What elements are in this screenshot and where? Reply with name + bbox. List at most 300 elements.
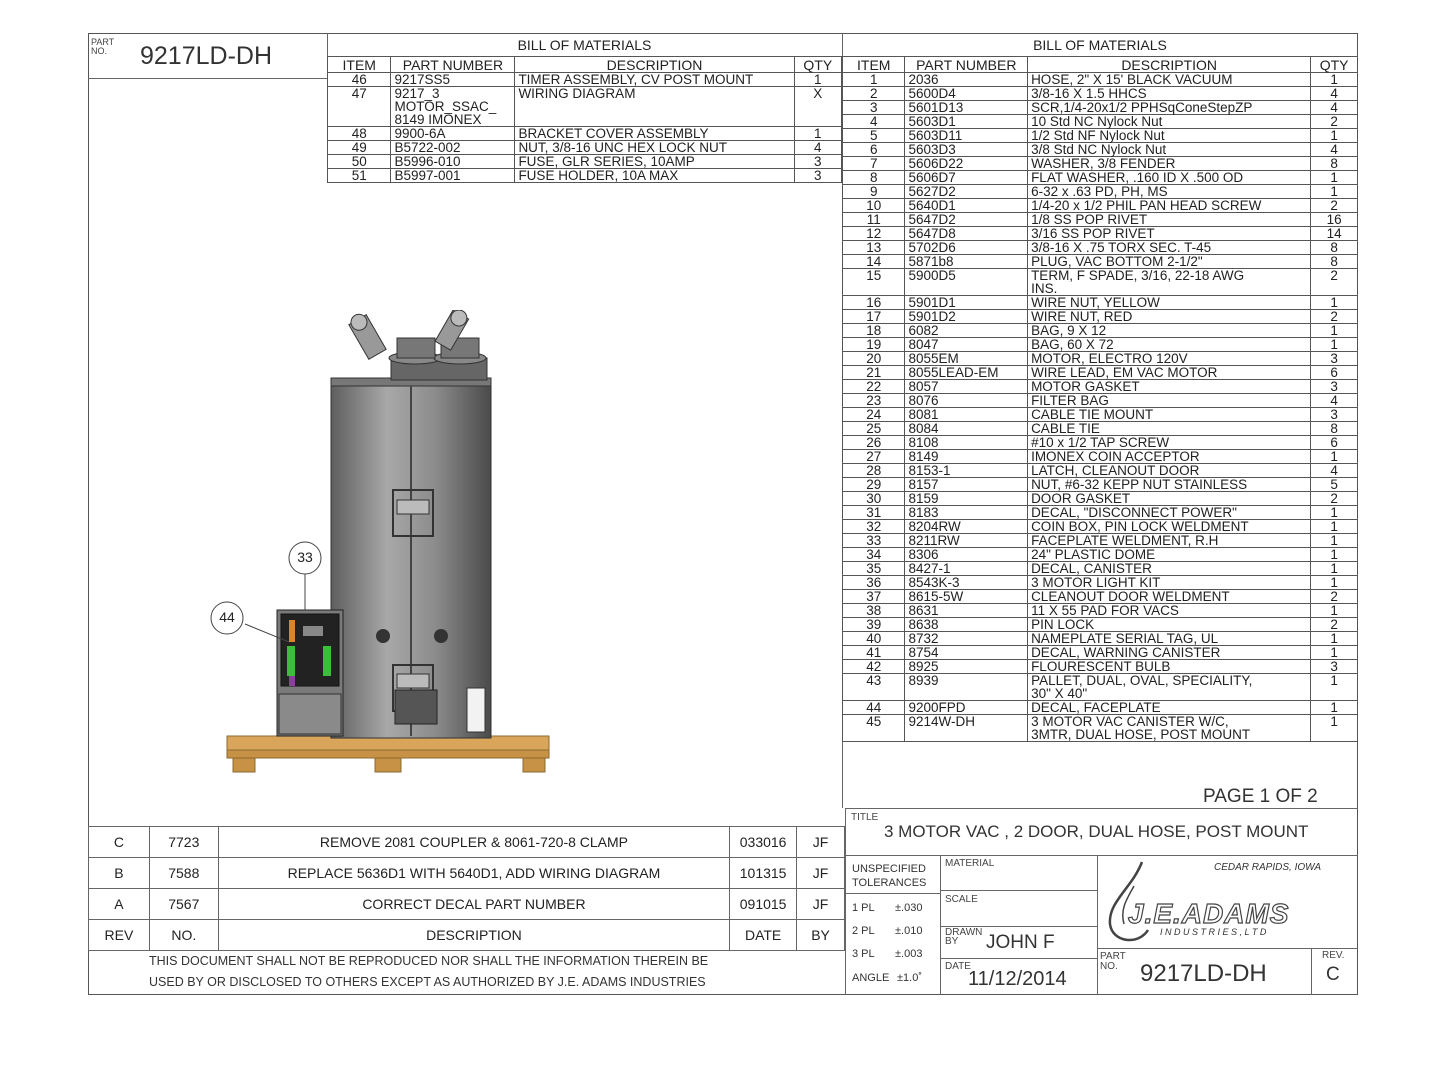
- bom-right-col-desc: DESCRIPTION: [1028, 57, 1311, 73]
- table-row: [843, 674, 1358, 701]
- revision-desc: CORRECT DECAL PART NUMBER: [218, 889, 729, 920]
- revision-by: JF: [797, 858, 845, 889]
- bom-description: DECAL, FACEPLATE: [1028, 701, 1311, 715]
- table-row: [843, 296, 1358, 310]
- title-rev-label: REV.: [1322, 950, 1345, 961]
- bom-item: 16: [843, 296, 905, 310]
- vacuum-unit-illustration: [205, 310, 565, 780]
- bom-item: 49: [328, 141, 391, 155]
- bom-left-table: [327, 56, 842, 183]
- bom-qty: 1: [1311, 576, 1358, 590]
- bom-qty: 1: [1311, 548, 1358, 562]
- revision-rev: B: [89, 858, 150, 889]
- bom-part-number: 8047: [905, 338, 1028, 352]
- bom-description: BAG, 60 X 72: [1028, 338, 1311, 352]
- tol-1pl-value: ±.030: [895, 902, 923, 914]
- revision-no: 7723: [149, 827, 218, 858]
- bom-description: WIRE NUT, YELLOW: [1028, 296, 1311, 310]
- bom-description: TIMER ASSEMBLY, CV POST MOUNT: [515, 73, 794, 87]
- bom-qty: 1: [1311, 185, 1358, 199]
- company-logo-subtext: I N D U S T R I E S , L T D: [1160, 927, 1267, 937]
- bom-qty: 14: [1311, 227, 1358, 241]
- table-row: [328, 73, 842, 87]
- bom-qty: 1: [1311, 562, 1358, 576]
- rev-header-rev: REV: [89, 920, 150, 951]
- bom-part-number: 8076: [905, 394, 1028, 408]
- rev-header-no: NO.: [149, 920, 218, 951]
- bom-item: 32: [843, 520, 905, 534]
- bom-part-number: 9900-6A: [391, 127, 515, 141]
- bom-item: 19: [843, 338, 905, 352]
- bom-item: 29: [843, 478, 905, 492]
- table-row: [843, 255, 1358, 269]
- bom-item: 46: [328, 73, 391, 87]
- bom-qty: 2: [1311, 590, 1358, 604]
- notice-line-2: USED BY OR DISCLOSED TO OTHERS EXCEPT AS AUTHORIZED BY J.E. ADAMS INDUSTRIES: [149, 975, 706, 989]
- tol-rule: [845, 893, 940, 894]
- revision-row: [89, 858, 845, 889]
- bom-qty: 1: [1311, 338, 1358, 352]
- bom-qty: 1: [1311, 701, 1358, 715]
- drawn-rule: [940, 958, 1097, 959]
- table-row: [843, 646, 1358, 660]
- bom-part-number: 9214W-DH: [905, 715, 1028, 742]
- bom-qty: 2: [1311, 618, 1358, 632]
- header-part-number: 9217LD-DH: [140, 42, 273, 70]
- revision-date: 101315: [730, 858, 797, 889]
- table-row: [843, 394, 1358, 408]
- bom-description: DECAL, WARNING CANISTER: [1028, 646, 1311, 660]
- bom-description: PALLET, DUAL, OVAL, SPECIALITY, 30" X 40": [1028, 674, 1311, 701]
- bom-part-number: 5627D2: [905, 185, 1028, 199]
- bom-item: 35: [843, 562, 905, 576]
- title-block-left: [845, 808, 846, 995]
- bom-part-number: 8159: [905, 492, 1028, 506]
- bom-part-number: 8157: [905, 478, 1028, 492]
- bom-description: NAMEPLATE SERIAL TAG, UL: [1028, 632, 1311, 646]
- bom-qty: 1: [1311, 171, 1358, 185]
- bom-description: 3 MOTOR LIGHT KIT: [1028, 576, 1311, 590]
- bom-qty: 1: [1311, 296, 1358, 310]
- table-row: [843, 352, 1358, 366]
- table-row: [843, 408, 1358, 422]
- table-row: [843, 604, 1358, 618]
- bom-qty: 3: [1311, 352, 1358, 366]
- bom-qty: 8: [1311, 255, 1358, 269]
- title-part-number: 9217LD-DH: [1140, 960, 1267, 987]
- bom-part-number: 5871b8: [905, 255, 1028, 269]
- bom-item: 51: [328, 169, 391, 183]
- bom-item: 21: [843, 366, 905, 380]
- bom-description: 1/4-20 x 1/2 PHIL PAN HEAD SCREW: [1028, 199, 1311, 213]
- bom-item: 14: [843, 255, 905, 269]
- bom-qty: 8: [1311, 157, 1358, 171]
- bom-item: 42: [843, 660, 905, 674]
- bom-qty: 3: [794, 169, 841, 183]
- revision-row: [89, 889, 845, 920]
- title-label: TITLE: [851, 812, 879, 823]
- bom-part-number: 5600D4: [905, 87, 1028, 101]
- bom-qty: 1: [1311, 632, 1358, 646]
- bom-item: 2: [843, 87, 905, 101]
- bom-part-number: B5722-002: [391, 141, 515, 155]
- bom-description: SCR,1/4-20x1/2 PPHSqConeStepZP: [1028, 101, 1311, 115]
- bom-item: 18: [843, 324, 905, 338]
- bom-description: FACEPLATE WELDMENT, R.H: [1028, 534, 1311, 548]
- bom-item: 24: [843, 408, 905, 422]
- revision-rev: C: [89, 827, 150, 858]
- table-row: [328, 127, 842, 141]
- table-row: [843, 101, 1358, 115]
- bom-item: 3: [843, 101, 905, 115]
- date-value: 11/12/2014: [968, 968, 1067, 990]
- bom-description: CLEANOUT DOOR WELDMENT: [1028, 590, 1311, 604]
- bom-qty: 3: [794, 155, 841, 169]
- bom-qty: 1: [1311, 73, 1358, 87]
- bom-item: 39: [843, 618, 905, 632]
- table-row: [843, 366, 1358, 380]
- bom-part-number: 9200FPD: [905, 701, 1028, 715]
- bom-item: 11: [843, 213, 905, 227]
- bom-item: 30: [843, 492, 905, 506]
- bom-left-col-part: PART NUMBER: [391, 57, 515, 73]
- bom-right-col-part: PART NUMBER: [905, 57, 1028, 73]
- revision-no: 7588: [149, 858, 218, 889]
- bom-qty: 1: [1311, 324, 1358, 338]
- tb-col-divider-2: [1097, 855, 1098, 995]
- bom-item: 31: [843, 506, 905, 520]
- bom-part-number: 5640D1: [905, 199, 1028, 213]
- bom-description: 24" PLASTIC DOME: [1028, 548, 1311, 562]
- drawing-title: 3 MOTOR VAC , 2 DOOR, DUAL HOSE, POST MOUNT: [884, 822, 1309, 841]
- bom-left-title: BILL OF MATERIALS: [517, 37, 652, 53]
- material-rule: [940, 890, 1097, 891]
- bom-item: 20: [843, 352, 905, 366]
- bom-description: 10 Std NC Nylock Nut: [1028, 115, 1311, 129]
- bom-qty: 5: [1311, 478, 1358, 492]
- bom-qty: 1: [1311, 520, 1358, 534]
- bom-part-number: 8057: [905, 380, 1028, 394]
- table-row: [843, 199, 1358, 213]
- bom-description: WIRE NUT, RED: [1028, 310, 1311, 324]
- bom-part-number: B5996-010: [391, 155, 515, 169]
- bom-part-number: 5901D2: [905, 310, 1028, 324]
- table-row: [843, 576, 1358, 590]
- bom-description: TERM, F SPADE, 3/16, 22-18 AWG INS.: [1028, 269, 1311, 296]
- bom-qty: 1: [1311, 129, 1358, 143]
- bom-qty: 1: [1311, 646, 1358, 660]
- bom-description: BRACKET COVER ASSEMBLY: [515, 127, 794, 141]
- bom-part-number: 8149: [905, 450, 1028, 464]
- bom-qty: 4: [794, 141, 841, 155]
- bom-item: 50: [328, 155, 391, 169]
- bom-qty: 2: [1311, 310, 1358, 324]
- bom-qty: 4: [1311, 87, 1358, 101]
- bom-description: CABLE TIE: [1028, 422, 1311, 436]
- bom-item: 27: [843, 450, 905, 464]
- revision-by: JF: [797, 889, 845, 920]
- bom-description: FILTER BAG: [1028, 394, 1311, 408]
- bom-description: DOOR GASKET: [1028, 492, 1311, 506]
- table-row: [843, 632, 1358, 646]
- bom-part-number: 8084: [905, 422, 1028, 436]
- tolerances-label: UNSPECIFIED TOLERANCES: [852, 863, 927, 889]
- tb-col-divider-1: [940, 855, 941, 995]
- bom-right-col-item: ITEM: [843, 57, 905, 73]
- bom-description: #10 x 1/2 TAP SCREW: [1028, 436, 1311, 450]
- table-row: [843, 213, 1358, 227]
- bom-item: 28: [843, 464, 905, 478]
- bom-item: 44: [843, 701, 905, 715]
- bom-part-number: 8615-5W: [905, 590, 1028, 604]
- callout-33-label: 33: [297, 549, 313, 565]
- revision-rev: A: [89, 889, 150, 920]
- angle-label: ANGLE: [852, 972, 890, 984]
- revision-no: 7567: [149, 889, 218, 920]
- bom-part-number: 5603D11: [905, 129, 1028, 143]
- table-row: [328, 141, 842, 155]
- bom-part-number: 8153-1: [905, 464, 1028, 478]
- bom-part-number: 6082: [905, 324, 1028, 338]
- bom-qty: 2: [1311, 199, 1358, 213]
- bom-part-number: 5647D2: [905, 213, 1028, 227]
- bom-item: 6: [843, 143, 905, 157]
- bom-part-number: 9217SS5: [391, 73, 515, 87]
- page-indicator: PAGE 1 OF 2: [1203, 786, 1318, 807]
- bom-part-number: 8939: [905, 674, 1028, 701]
- bom-item: 4: [843, 115, 905, 129]
- bom-part-number: 8211RW: [905, 534, 1028, 548]
- bom-part-number: 8754: [905, 646, 1028, 660]
- bom-description: HOSE, 2" X 15' BLACK VACUUM: [1028, 73, 1311, 87]
- bom-left-col-qty: QTY: [794, 57, 841, 73]
- bom-item: 9: [843, 185, 905, 199]
- bom-item: 45: [843, 715, 905, 742]
- bom-description: 11 X 55 PAD FOR VACS: [1028, 604, 1311, 618]
- bom-item: 8: [843, 171, 905, 185]
- table-row: [843, 562, 1358, 576]
- bom-description: 3/8-16 X .75 TORX SEC. T-45: [1028, 241, 1311, 255]
- bom-qty: 6: [1311, 436, 1358, 450]
- bom-part-number: 9217_3 MOTOR_SSAC_ 8149 IMONEX: [391, 87, 515, 127]
- drawn-by-label: DRAWN BY: [945, 927, 983, 947]
- rev-header-by: BY: [797, 920, 845, 951]
- bom-qty: 1: [1311, 674, 1358, 701]
- bom-item: 33: [843, 534, 905, 548]
- part-rule: [1097, 948, 1358, 949]
- bom-part-number: 8732: [905, 632, 1028, 646]
- bom-part-number: 8427-1: [905, 562, 1028, 576]
- bom-item: 10: [843, 199, 905, 213]
- bom-qty: 4: [1311, 394, 1358, 408]
- bom-part-number: 5647D8: [905, 227, 1028, 241]
- table-row: [843, 660, 1358, 674]
- bom-item: 48: [328, 127, 391, 141]
- bom-item: 23: [843, 394, 905, 408]
- bom-qty: 6: [1311, 366, 1358, 380]
- bom-item: 7: [843, 157, 905, 171]
- company-logo-text: J.E.ADAMS: [1128, 898, 1290, 929]
- bom-qty: 1: [1311, 450, 1358, 464]
- bom-qty: 2: [1311, 492, 1358, 506]
- table-row: [843, 701, 1358, 715]
- bom-part-number: 5702D6: [905, 241, 1028, 255]
- bom-item: 25: [843, 422, 905, 436]
- table-row: [843, 73, 1358, 87]
- bom-qty: 1: [794, 73, 841, 87]
- table-row: [843, 227, 1358, 241]
- bom-right-table: [842, 56, 1358, 742]
- bom-qty: X: [794, 87, 841, 127]
- rev-divider: [1311, 948, 1312, 995]
- bom-description: FLOURESCENT BULB: [1028, 660, 1311, 674]
- bom-description: PLUG, VAC BOTTOM 2-1/2": [1028, 255, 1311, 269]
- bom-qty: 8: [1311, 422, 1358, 436]
- angle-value: ±1.0˚: [897, 972, 922, 984]
- bom-item: 12: [843, 227, 905, 241]
- revision-row: [89, 827, 845, 858]
- rev-header-date: DATE: [730, 920, 797, 951]
- bom-qty: 3: [1311, 660, 1358, 674]
- table-row: [843, 324, 1358, 338]
- bom-item: 1: [843, 73, 905, 87]
- bom-description: NUT, 3/8-16 UNC HEX LOCK NUT: [515, 141, 794, 155]
- table-row: [843, 87, 1358, 101]
- bom-qty: 1: [1311, 604, 1358, 618]
- bom-part-number: 5901D1: [905, 296, 1028, 310]
- table-row: [843, 715, 1358, 742]
- bom-item: 43: [843, 674, 905, 701]
- bom-description: CABLE TIE MOUNT: [1028, 408, 1311, 422]
- table-row: [843, 450, 1358, 464]
- bom-description: 1/8 SS POP RIVET: [1028, 213, 1311, 227]
- table-row: [328, 169, 842, 183]
- bom-description: WASHER, 3/8 FENDER: [1028, 157, 1311, 171]
- bom-description: 3 MOTOR VAC CANISTER W/C, 3MTR, DUAL HOSE, POST MOUNT: [1028, 715, 1311, 742]
- bom-part-number: 8204RW: [905, 520, 1028, 534]
- bom-part-number: 8631: [905, 604, 1028, 618]
- notice-line-1: THIS DOCUMENT SHALL NOT BE REPRODUCED NOR SHALL THE INFORMATION THEREIN BE: [149, 954, 709, 968]
- bom-item: 41: [843, 646, 905, 660]
- table-row: [843, 520, 1358, 534]
- bom-right-title: BILL OF MATERIALS: [1033, 37, 1167, 53]
- bom-qty: 1: [1311, 506, 1358, 520]
- revision-desc: REPLACE 5636D1 WITH 5640D1, ADD WIRING DIAGRAM: [218, 858, 729, 889]
- material-label: MATERIAL: [945, 858, 995, 869]
- bom-part-number: 8638: [905, 618, 1028, 632]
- bom-description: NUT, #6-32 KEPP NUT STAINLESS: [1028, 478, 1311, 492]
- bom-description: MOTOR GASKET: [1028, 380, 1311, 394]
- table-row: [843, 269, 1358, 296]
- bom-description: BAG, 9 X 12: [1028, 324, 1311, 338]
- bom-description: WIRING DIAGRAM: [515, 87, 794, 127]
- bom-part-number: 5606D7: [905, 171, 1028, 185]
- scale-label: SCALE: [945, 894, 978, 905]
- bom-qty: 2: [1311, 269, 1358, 296]
- bom-qty: 3: [1311, 380, 1358, 394]
- table-row: [328, 87, 842, 127]
- bom-item: 47: [328, 87, 391, 127]
- bom-description: DECAL, "DISCONNECT POWER": [1028, 506, 1311, 520]
- tol-3pl: 3 PL: [852, 948, 875, 960]
- table-row: [843, 115, 1358, 129]
- table-row: [843, 129, 1358, 143]
- bom-part-number: 8543K-3: [905, 576, 1028, 590]
- bom-part-number: 5601D13: [905, 101, 1028, 115]
- bom-item: 26: [843, 436, 905, 450]
- bom-part-number: 5900D5: [905, 269, 1028, 296]
- bom-part-number: 5603D3: [905, 143, 1028, 157]
- table-row: [843, 478, 1358, 492]
- callout-44-label: 44: [219, 609, 235, 625]
- title-rule: [845, 855, 1358, 856]
- bom-qty: 4: [1311, 143, 1358, 157]
- table-row: [843, 422, 1358, 436]
- bom-qty: 8: [1311, 241, 1358, 255]
- bom-item: 13: [843, 241, 905, 255]
- bom-description: PIN LOCK: [1028, 618, 1311, 632]
- bom-part-number: 8055EM: [905, 352, 1028, 366]
- tol-2pl: 2 PL: [852, 925, 875, 937]
- title-part-label: PART NO.: [1100, 951, 1126, 972]
- bom-description: FUSE HOLDER, 10A MAX: [515, 169, 794, 183]
- title-rev-value: C: [1326, 964, 1340, 985]
- drawn-by-value: JOHN F: [986, 932, 1055, 953]
- bom-qty: 4: [1311, 101, 1358, 115]
- table-row: [328, 155, 842, 169]
- bom-part-number: 5606D22: [905, 157, 1028, 171]
- bom-part-number: 5603D1: [905, 115, 1028, 129]
- rev-header-desc: DESCRIPTION: [218, 920, 729, 951]
- bom-part-number: B5997-001: [391, 169, 515, 183]
- bom-left-col-desc: DESCRIPTION: [515, 57, 794, 73]
- bom-description: WIRE LEAD, EM VAC MOTOR: [1028, 366, 1311, 380]
- tol-2pl-value: ±.010: [895, 925, 923, 937]
- bom-description: MOTOR, ELECTRO 120V: [1028, 352, 1311, 366]
- bom-left-col-item: ITEM: [328, 57, 391, 73]
- table-row: [843, 590, 1358, 604]
- revision-desc: REMOVE 2081 COUPLER & 8061-720-8 CLAMP: [218, 827, 729, 858]
- bom-part-number: 8055LEAD-EM: [905, 366, 1028, 380]
- bom-part-number: 8108: [905, 436, 1028, 450]
- bom-description: FLAT WASHER, .160 ID X .500 OD: [1028, 171, 1311, 185]
- bom-part-number: 8306: [905, 548, 1028, 562]
- table-row: [843, 464, 1358, 478]
- table-row: [843, 157, 1358, 171]
- bom-item: 15: [843, 269, 905, 296]
- bom-qty: 1: [794, 127, 841, 141]
- bom-description: IMONEX COIN ACCEPTOR: [1028, 450, 1311, 464]
- bom-description: 1/2 Std NF Nylock Nut: [1028, 129, 1311, 143]
- bom-item: 17: [843, 310, 905, 324]
- table-row: [843, 171, 1358, 185]
- bom-qty: 1: [1311, 715, 1358, 742]
- date-label: DATE: [945, 961, 971, 972]
- table-row: [843, 380, 1358, 394]
- bom-item: 34: [843, 548, 905, 562]
- bom-description: COIN BOX, PIN LOCK WELDMENT: [1028, 520, 1311, 534]
- revision-table: [88, 826, 845, 951]
- bom-part-number: 8183: [905, 506, 1028, 520]
- revision-by: JF: [797, 827, 845, 858]
- bom-right-col-qty: QTY: [1311, 57, 1358, 73]
- bom-item: 36: [843, 576, 905, 590]
- bom-description: DECAL, CANISTER: [1028, 562, 1311, 576]
- table-row: [843, 492, 1358, 506]
- table-row: [843, 185, 1358, 199]
- bom-description: LATCH, CLEANOUT DOOR: [1028, 464, 1311, 478]
- tol-1pl: 1 PL: [852, 902, 875, 914]
